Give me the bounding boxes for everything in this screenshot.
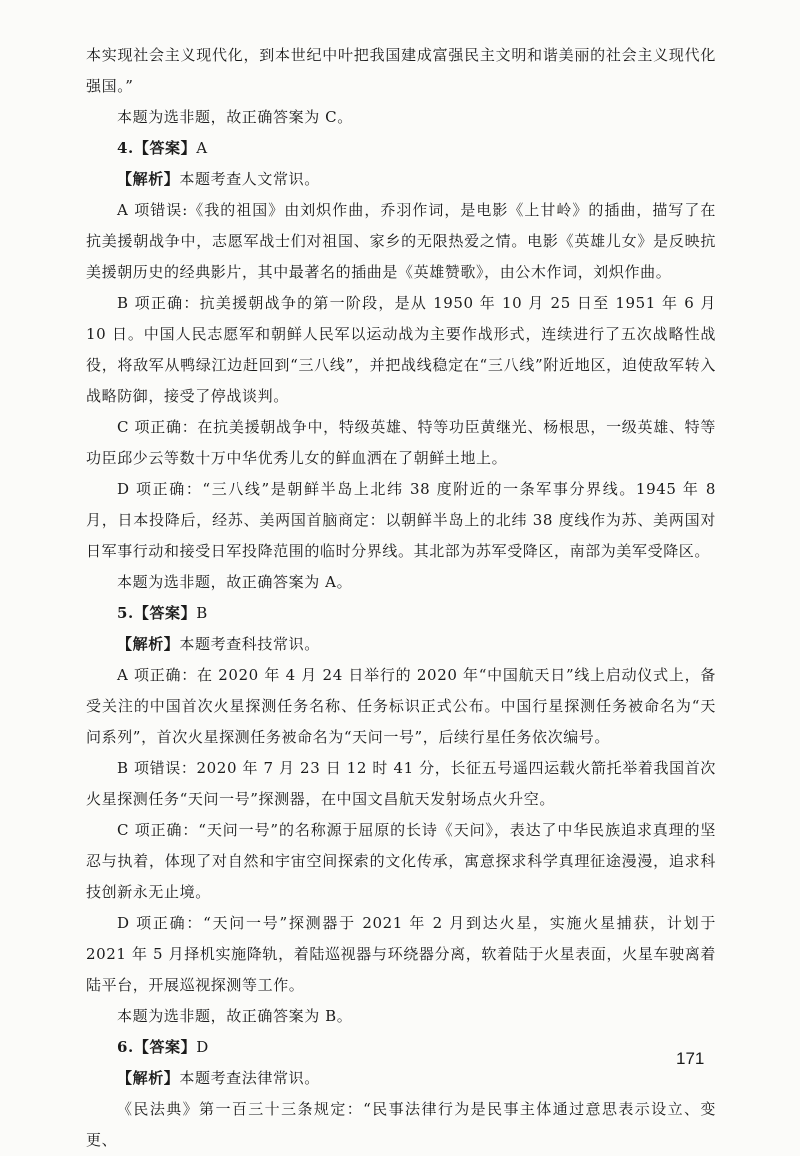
analysis-text: 本题考查法律常识。 [179, 1069, 320, 1087]
answer-heading [86, 598, 716, 629]
paragraph: 本题为选非题，故正确答案为 A。 [117, 573, 353, 591]
paragraph: 本实现社会主义现代化，到本世纪中叶把我国建成富强民主文明和谐美丽的社会主义现代化强国。” [86, 46, 716, 95]
analysis-label: 【解析】 [117, 1069, 180, 1087]
answer-value: B [196, 604, 208, 622]
paragraph: B 项错误：2020 年 7 月 23 日 12 时 41 分，长征五号遥四运载火箭托举着我国首次火星探测任务“天问一号”探测器，在中国文昌航天发射场点火升空。 [86, 759, 716, 808]
analysis-heading [86, 164, 716, 195]
paragraph: B 项正确：抗美援朝战争的第一阶段，是从 1950 年 10 月 25 日至 1951 年 6 月 10 日。中国人民志愿军和朝鲜人民军以运动战为主要作战形式，连续进行了五次战略性战役，将敌军从鸭绿江边赶回到“三八线”，并把战线稳定在“三八线”附近地区，迫使敌军转入战略防御，接受了停战谈判。 [86, 294, 716, 405]
answer-value: A [196, 139, 208, 157]
answer-label: 6.【答案】 [117, 1038, 197, 1056]
answer-value: D [196, 1038, 209, 1056]
analysis-label: 【解析】 [117, 170, 180, 188]
paragraph: A 项错误:《我的祖国》由刘炽作曲，乔羽作词，是电影《上甘岭》的插曲，描写了在抗美援朝战争中，志愿军战士们对祖国、家乡的无限热爱之情。电影《英雄儿女》是反映抗美援朝历史的经典影片，其中最著名的插曲是《英雄赞歌》，由公木作词，刘炽作曲。 [86, 201, 716, 281]
paragraph: D 项正确：“三八线”是朝鲜半岛上北纬 38 度附近的一条军事分界线。1945 年 8 月，日本投降后，经苏、美两国首脑商定：以朝鲜半岛上的北纬 38 度线作为苏、美两国对日军事行动和接受日军投降范围的临时分界线。其北部为苏军受降区，南部为美军受降区。 [86, 480, 716, 560]
answer-heading [86, 1032, 716, 1063]
answer-label: 5.【答案】 [117, 604, 197, 622]
analysis-text: 本题考查人文常识。 [179, 170, 320, 188]
paragraph: D 项正确：“天问一号”探测器于 2021 年 2 月到达火星，实施火星捕获，计划于 2021 年 5 月择机实施降轨，着陆巡视器与环绕器分离，软着陆于火星表面，火星车驶离着陆平台，开展巡视探测等工作。 [86, 914, 716, 994]
paragraph: 《民法典》第一百三十三条规定：“民事法律行为是民事主体通过意思表示设立、变更、 [86, 1100, 716, 1149]
paragraph: C 项正确：在抗美援朝战争中，特级英雄、特等功臣黄继光、杨根思，一级英雄、特等功臣邱少云等数十万中华优秀儿女的鲜血洒在了朝鲜土地上。 [86, 418, 716, 467]
paragraph: A 项正确：在 2020 年 4 月 24 日举行的 2020 年“中国航天日”线上启动仪式上，备受关注的中国首次火星探测任务名称、任务标识正式公布。中国行星探测任务被命名为“天问系列”，首次火星探测任务被命名为“天问一号”，后续行星任务依次编号。 [86, 666, 716, 746]
paragraph: 本题为选非题，故正确答案为 B。 [117, 1007, 353, 1025]
analysis-heading [86, 629, 716, 660]
paragraph: C 项正确：“天问一号”的名称源于屈原的长诗《天问》，表达了中华民族追求真理的坚忍与执着，体现了对自然和宇宙空间探索的文化传承，寓意探求科学真理征途漫漫，追求科技创新永无止境。 [86, 821, 716, 901]
analysis-label: 【解析】 [117, 635, 180, 653]
page-number: 171 [676, 1049, 705, 1068]
answer-label: 4.【答案】 [117, 139, 197, 157]
answer-heading [86, 133, 716, 164]
analysis-heading [86, 1063, 716, 1094]
analysis-text: 本题考查科技常识。 [179, 635, 320, 653]
paragraph: 本题为选非题，故正确答案为 C。 [117, 108, 353, 126]
document-body [86, 40, 716, 1156]
